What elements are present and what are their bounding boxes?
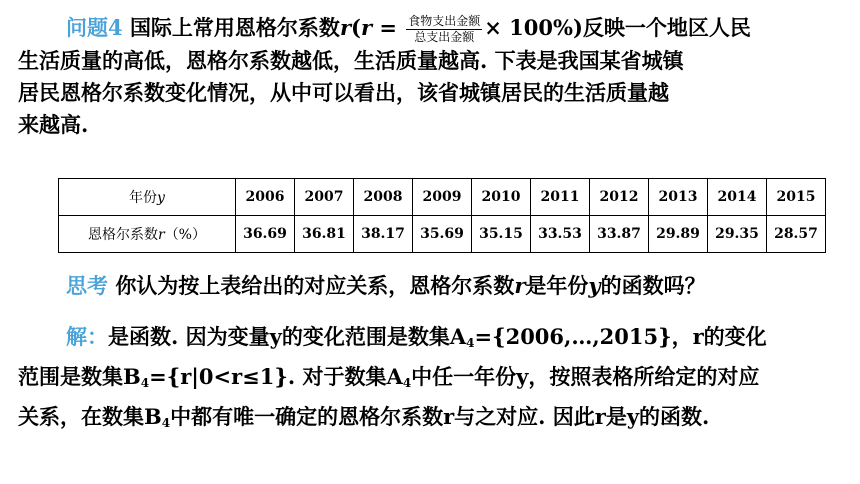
problem-line-3: 居民恩格尔系数变化情况，从中可以看出，该省城镇居民的生活质量越: [18, 80, 669, 105]
fraction-denominator: 总支出金额: [414, 30, 475, 44]
answer-l2-c: 中任一年份y，按照表格所给定的对应: [411, 364, 760, 389]
problem-text-a: 国际上常用恩格尔系数: [129, 15, 340, 40]
year-cell: 2013: [649, 179, 708, 216]
coefficient-header-label: 恩格尔系数: [87, 227, 158, 243]
problem-paragraph: [18, 12, 848, 141]
problem-line-4: 来越高.: [18, 112, 89, 137]
coefficient-header: [59, 216, 236, 253]
problem-line-2: 生活质量的高低，恩格尔系数越低，生活质量越高. 下表是我国某省城镇: [18, 48, 684, 73]
answer-line-1: [18, 320, 848, 360]
coefficient-cell: 36.81: [295, 216, 354, 253]
year-header-var: y: [157, 190, 165, 206]
coefficient-cell: 29.35: [708, 216, 767, 253]
coefficient-cell: 29.89: [649, 216, 708, 253]
fraction-numerator: 食物支出金额: [408, 14, 481, 28]
problem-label: 问题4: [66, 15, 123, 40]
think-line: [18, 270, 848, 302]
answer-line-2: [18, 360, 848, 400]
coefficient-cell: 38.17: [354, 216, 413, 253]
think-label: 思考: [66, 273, 108, 298]
think-text-c: 的函数吗？: [600, 273, 706, 298]
think-var-y: y: [588, 273, 601, 298]
year-cell: 2008: [354, 179, 413, 216]
problem-line-1: [18, 12, 848, 45]
answer-l2-sub2: 4: [402, 376, 412, 390]
problem-var-r: r: [339, 15, 352, 40]
think-var-r: r: [514, 273, 526, 298]
coefficient-cell: 33.87: [590, 216, 649, 253]
answer-l1-b: ={2006,…,2015}，r的变化: [474, 324, 767, 349]
coefficient-cell: 36.69: [236, 216, 295, 253]
coefficient-header-var: r: [157, 227, 165, 243]
think-text-b: 是年份: [525, 273, 589, 298]
engel-fraction: [406, 14, 482, 45]
year-cell: 2012: [590, 179, 649, 216]
problem-eq: r =: [360, 15, 397, 40]
coefficient-cell: 28.57: [767, 216, 826, 253]
coefficient-header-unit: （%）: [164, 227, 206, 243]
answer-l1-sub: 4: [466, 336, 475, 350]
year-cell: 2010: [472, 179, 531, 216]
problem-text-b: 反映一个地区人民: [582, 15, 751, 40]
answer-l2-a: 范围是数集B: [18, 364, 141, 389]
coefficient-cell: 35.69: [413, 216, 472, 253]
year-cell: 2006: [236, 179, 295, 216]
answer-l3-b: 中都有唯一确定的恩格尔系数r与之对应. 因此r是y的函数.: [170, 404, 710, 429]
year-header: [59, 179, 236, 216]
coefficient-cell: 35.15: [472, 216, 531, 253]
year-cell: 2007: [295, 179, 354, 216]
year-cell: 2011: [531, 179, 590, 216]
answer-l1-a: 是函数. 因为变量y的变化范围是数集A: [108, 324, 467, 349]
answer-l2-sub: 4: [140, 376, 150, 390]
year-row: [59, 179, 826, 216]
problem-times-pct: × 100%): [484, 15, 583, 40]
year-header-label: 年份: [129, 190, 158, 206]
answer-l2-b: ={r|0<r≤1}. 对于数集A: [149, 364, 403, 389]
answer-l3-sub: 4: [161, 416, 171, 430]
think-text-a: 你认为按上表给出的对应关系，恩格尔系数: [115, 273, 515, 298]
year-cell: 2009: [413, 179, 472, 216]
year-cell: 2014: [708, 179, 767, 216]
coefficient-row: [59, 216, 826, 253]
problem-paren-open: (: [351, 15, 361, 40]
answer-l3-a: 关系，在数集B: [18, 404, 162, 429]
answer-line-3: [18, 400, 848, 440]
year-cell: 2015: [767, 179, 826, 216]
answer-paragraph: [18, 320, 848, 440]
engel-table: [58, 178, 826, 253]
answer-label: 解：: [66, 324, 108, 349]
coefficient-cell: 33.53: [531, 216, 590, 253]
think-paragraph: [18, 270, 848, 302]
